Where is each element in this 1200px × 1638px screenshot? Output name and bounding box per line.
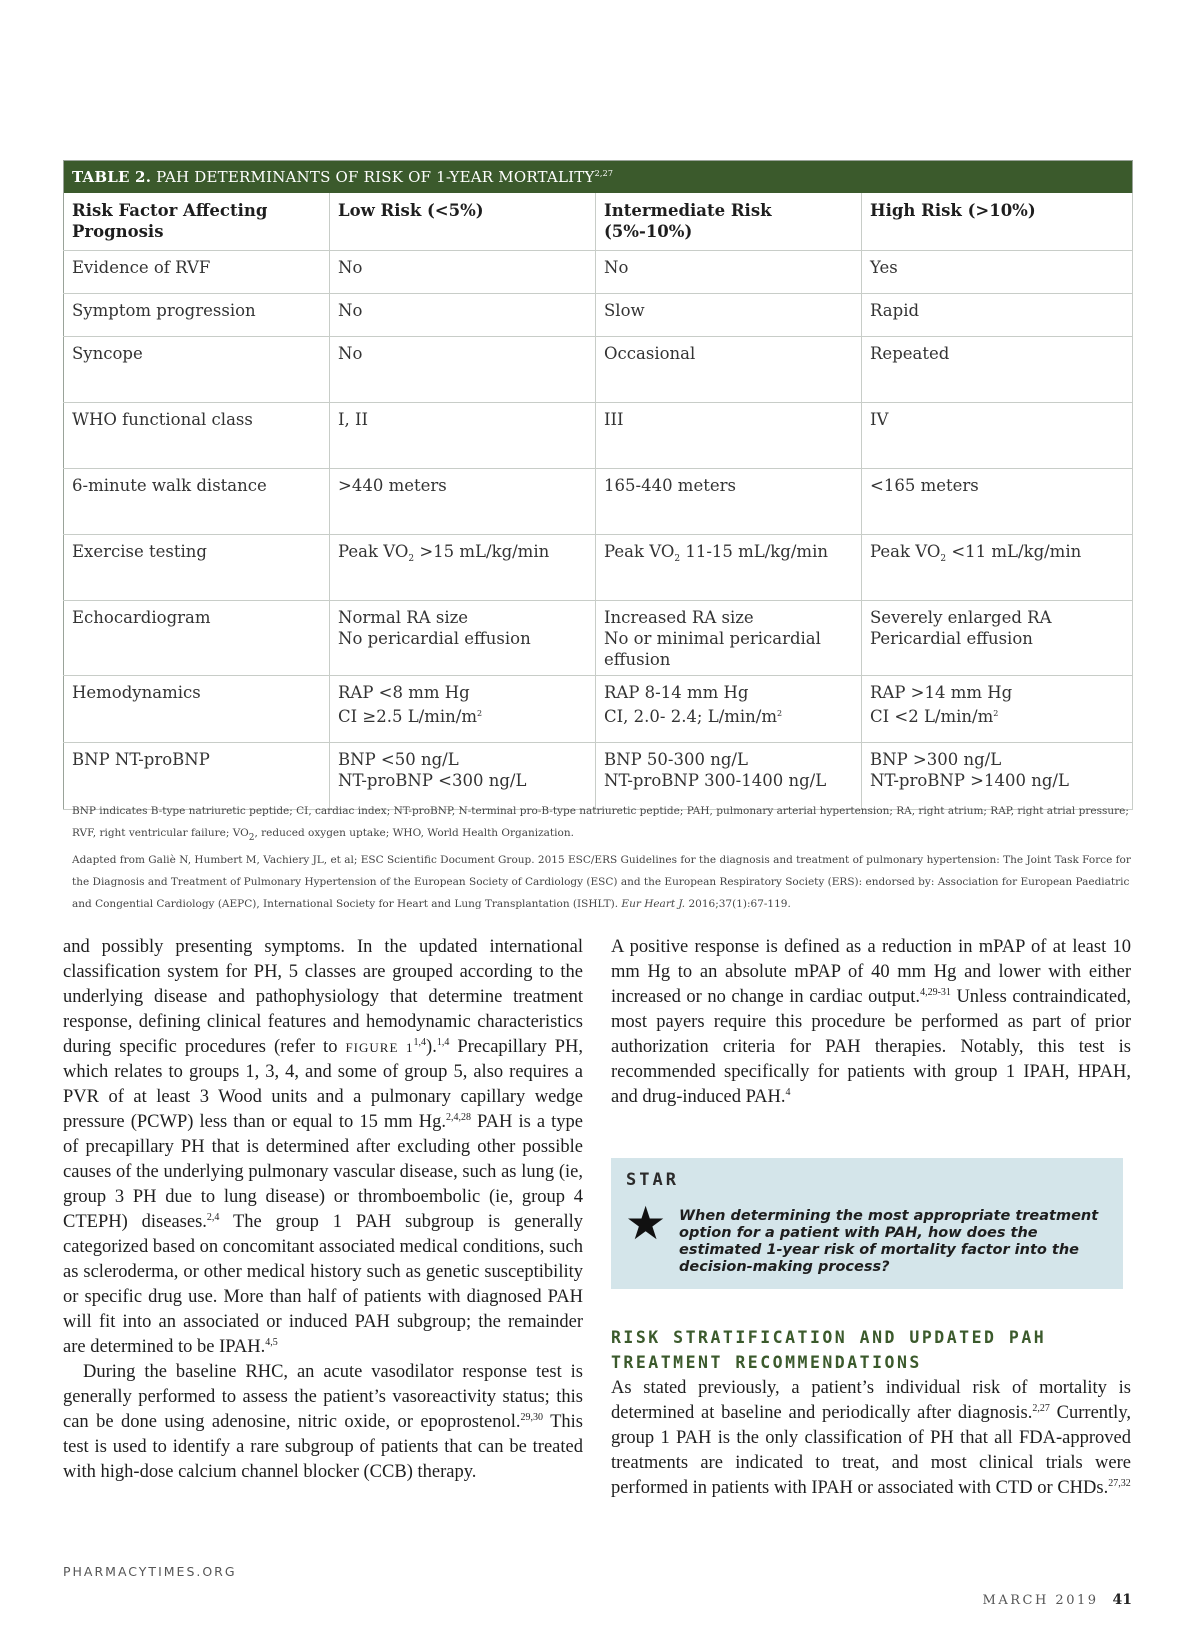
- abbrev-text: , reduced oxygen uptake; WHO, World Health Organization.: [254, 827, 574, 839]
- figure-reference: FIGURE 1: [345, 1040, 414, 1055]
- paragraph: [63, 1360, 583, 1485]
- table-cell: Hemodynamics: [64, 676, 330, 743]
- rap-value: RAP <8 mm Hg: [338, 683, 470, 702]
- table-cell: Increased RA size No or minimal pericardial effusion: [596, 601, 862, 676]
- reference-sup: 2,27: [1032, 1402, 1050, 1414]
- risk-table: [63, 160, 1133, 810]
- table-caption-refs: 2,27: [594, 169, 614, 178]
- reference-sup: 4,29-31: [920, 986, 951, 998]
- star-icon: ★: [625, 1196, 667, 1250]
- rap-value: RAP >14 mm Hg: [870, 683, 1013, 702]
- table-cell: Slow: [596, 294, 862, 337]
- subscript: 2: [408, 554, 415, 564]
- table-cell: Yes: [862, 251, 1133, 294]
- paragraph: [611, 1376, 1131, 1501]
- page-number: 41: [1112, 1592, 1132, 1608]
- paragraph: [63, 935, 583, 1360]
- table-cell: WHO functional class: [64, 403, 330, 469]
- table-cell: IV: [862, 403, 1133, 469]
- table-cell: No: [330, 251, 596, 294]
- table-row-exercise: [64, 535, 1133, 601]
- reference-sup: 2,4: [206, 1211, 220, 1223]
- table-cell: Symptom progression: [64, 294, 330, 337]
- star-question: When determining the most appropriate treatment option for a patient with PAH, how does the estimated 1-year risk of mortality factor into the decision-making process?: [679, 1208, 1099, 1275]
- table-cell: [596, 535, 862, 601]
- table-caption-label: TABLE 2.: [72, 168, 152, 186]
- table-row: [64, 337, 1133, 403]
- table-row-hemodynamics: [64, 676, 1133, 743]
- issue-date: MARCH 2019: [982, 1593, 1099, 1608]
- table-row: [64, 403, 1133, 469]
- table-footnotes: [72, 800, 1132, 915]
- body-text: and possibly presenting symptoms. In the updated international classification system for PH, 5 classes are grouped according to the underlying disease and pathophysiology that determine treatment response, defining clinical features and hemodynamic characteristics during specific procedures (refer to: [63, 937, 583, 1057]
- table-row: [64, 601, 1133, 676]
- star-title: STAR: [626, 1170, 679, 1190]
- body-text: PAH is a type of precapillary PH that is determined after excluding other possible causes of the underlying pulmonary vascular disease, such as lung (ie, group 3 PH due to lung disease) or thromboembolic (ie, group 4 CTEPH) diseases.: [63, 1112, 583, 1232]
- body-text: Precapillary PH, which relates to groups 1, 3, 4, and some of group 5, also requires a PVR of at least 3 Wood units and a pulmonary capillary wedge pressure (PCWP) less than or equal to 15 mm Hg.: [63, 1037, 583, 1132]
- paragraph: [611, 935, 1131, 1110]
- table-cell: No: [596, 251, 862, 294]
- table-cell: Occasional: [596, 337, 862, 403]
- table-cell: Severely enlarged RA Pericardial effusion: [862, 601, 1133, 676]
- rap-value: RAP 8-14 mm Hg: [604, 683, 749, 702]
- body-text: Unless contraindicated, most payers require this procedure be performed as part of prior authorization criteria for PAH therapies. Notably, this test is recommended specifically for patients with group 1 IPAH, HPAH, and drug-induced PAH.: [611, 987, 1131, 1107]
- col-header-low-risk: Low Risk (<5%): [330, 193, 596, 251]
- peak-vo2-value: <11 mL/kg/min: [946, 542, 1082, 561]
- table-cell: >440 meters: [330, 469, 596, 535]
- table-row: [64, 469, 1133, 535]
- superscript: 2: [993, 709, 999, 718]
- ci-value: CI <2 L/min/m: [870, 707, 994, 726]
- table-caption-title: PAH DETERMINANTS OF RISK OF 1-YEAR MORTALITY: [156, 168, 595, 186]
- table-cell: Evidence of RVF: [64, 251, 330, 294]
- reference-sup: 2,4,28: [445, 1111, 471, 1123]
- table-cell: Rapid: [862, 294, 1133, 337]
- section-heading: RISK STRATIFICATION AND UPDATED PAH TREATMENT RECOMMENDATIONS: [611, 1328, 1047, 1372]
- table-header-row: [64, 193, 1133, 251]
- star-callout-box: [611, 1158, 1123, 1289]
- footer-issue: [983, 1592, 1132, 1608]
- journal-name: Eur Heart J.: [621, 898, 686, 910]
- body-text: This test is used to identify a rare subgroup of patients that can be treated with high-dose calcium channel blocker (CCB) therapy.: [63, 1412, 583, 1482]
- table-cell: [862, 676, 1133, 743]
- table-cell: <165 meters: [862, 469, 1133, 535]
- reference-sup: 4: [785, 1086, 791, 1098]
- body-text: ).: [426, 1037, 437, 1057]
- table-cell: BNP >300 ng/L NT-proBNP >1400 ng/L: [862, 743, 1133, 810]
- abbreviations-note: [72, 800, 1132, 849]
- table-cell: [862, 535, 1133, 601]
- table-cell: BNP <50 ng/L NT-proBNP <300 ng/L: [330, 743, 596, 810]
- peak-vo2-value: 11-15 mL/kg/min: [680, 542, 828, 561]
- ci-value: CI, 2.0- 2.4; L/min/m: [604, 707, 778, 726]
- body-text: During the baseline RHC, an acute vasodilator response test is generally performed to assess the patient’s vasoreactivity status; this can be done using adenosine, nitric oxide, or epoprostenol.: [63, 1362, 583, 1432]
- table-cell: [330, 676, 596, 743]
- left-column: [63, 935, 583, 1485]
- table-caption-row: [64, 161, 1133, 194]
- reference-sup: 4,5: [265, 1336, 278, 1348]
- peak-vo2-value: >15 mL/kg/min: [414, 542, 550, 561]
- table-cell: 165-440 meters: [596, 469, 862, 535]
- superscript: 2: [476, 709, 483, 718]
- footer-site: PHARMACYTIMES.ORG: [63, 1564, 237, 1579]
- table-cell: No: [330, 294, 596, 337]
- subscript: 2: [940, 554, 947, 564]
- body-text: As stated previously, a patient’s individual risk of mortality is determined at baseline and periodically after diagnosis.: [611, 1378, 1131, 1423]
- superscript: 2: [777, 709, 783, 718]
- table-cell: BNP 50-300 ng/L NT-proBNP 300-1400 ng/L: [596, 743, 862, 810]
- table-cell: Repeated: [862, 337, 1133, 403]
- peak-vo2-text: Peak VO: [870, 542, 941, 561]
- table-row: [64, 294, 1133, 337]
- ci-value: CI ≥2.5 L/min/m: [338, 707, 477, 726]
- right-column-lower: [611, 1376, 1131, 1501]
- table-cell: [596, 676, 862, 743]
- source-citation: 2016;37(1):67-119.: [688, 898, 791, 910]
- table-cell: 6-minute walk distance: [64, 469, 330, 535]
- body-text: A positive response is defined as a reduction in mPAP of at least 10 mm Hg to an absolute mPAP of 40 mm Hg and lower with either increased or no change in cardiac output.: [611, 937, 1131, 1007]
- subscript: 2: [674, 554, 681, 564]
- table-caption: [64, 161, 1133, 194]
- abbrev-text: BNP indicates B-type natriuretic peptide; CI, cardiac index; NT-proBNP, N-terminal pro-B-type natriuretic peptide; PAH, pulmonary arterial hypertension; RA, right atrium; RAP, right atrial pressure; RVF, right ventricular failure; VO: [72, 805, 1129, 839]
- col-header-high-risk: High Risk (>10%): [862, 193, 1133, 251]
- table-cell: Normal RA size No pericardial effusion: [330, 601, 596, 676]
- table-cell: Echocardiogram: [64, 601, 330, 676]
- table-cell: Syncope: [64, 337, 330, 403]
- reference-sup: 27,32: [1108, 1477, 1131, 1489]
- table-cell: [330, 535, 596, 601]
- peak-vo2-text: Peak VO: [338, 542, 409, 561]
- table-cell: No: [330, 337, 596, 403]
- reference-sup: 29,30: [520, 1411, 544, 1423]
- col-header-intermediate-risk: Intermediate Risk (5%-10%): [596, 193, 862, 251]
- table-cell: Exercise testing: [64, 535, 330, 601]
- body-text: Currently, group 1 PAH is the only classification of PH that all FDA-approved treatments are indicated to treat, and most clinical trials were performed in patients with IPAH or associated with CTD or CHDs.: [611, 1403, 1131, 1498]
- reference-sup: 1,4: [413, 1036, 427, 1048]
- table-cell: I, II: [330, 403, 596, 469]
- table-row: [64, 251, 1133, 294]
- subscript: 2: [248, 833, 255, 843]
- right-column: [611, 935, 1131, 1110]
- source-note: [72, 849, 1132, 915]
- table-cell: BNP NT-proBNP: [64, 743, 330, 810]
- reference-sup: 1,4: [436, 1036, 450, 1048]
- table-cell: III: [596, 403, 862, 469]
- body-text: The group 1 PAH subgroup is generally categorized based on concomitant associated medical conditions, such as scleroderma, or other medical history such as genetic susceptibility or specific drug use. More than half of patients with diagnosed PAH will fit into an associated or induced PAH subgroup; the remainder are determined to be IPAH.: [63, 1212, 583, 1357]
- source-text: Adapted from Galiè N, Humbert M, Vachiery JL, et al; ESC Scientific Document Group. 2015 ESC/ERS Guidelines for the diagnosis and treatment of pulmonary hypertension: The Joint Task Force for the Diagnosis and Treatment of Pulmonary Hypertension of the European Society of Cardiology (ESC) and the European Respiratory Society (ERS): endorsed by: Association for European Paediatric and Congential Cardiology (AEPC), International Society for Heart and Lung Transplantation (ISHLT).: [72, 854, 1131, 910]
- peak-vo2-text: Peak VO: [604, 542, 675, 561]
- col-header-risk-factor: Risk Factor Affecting Prognosis: [64, 193, 330, 251]
